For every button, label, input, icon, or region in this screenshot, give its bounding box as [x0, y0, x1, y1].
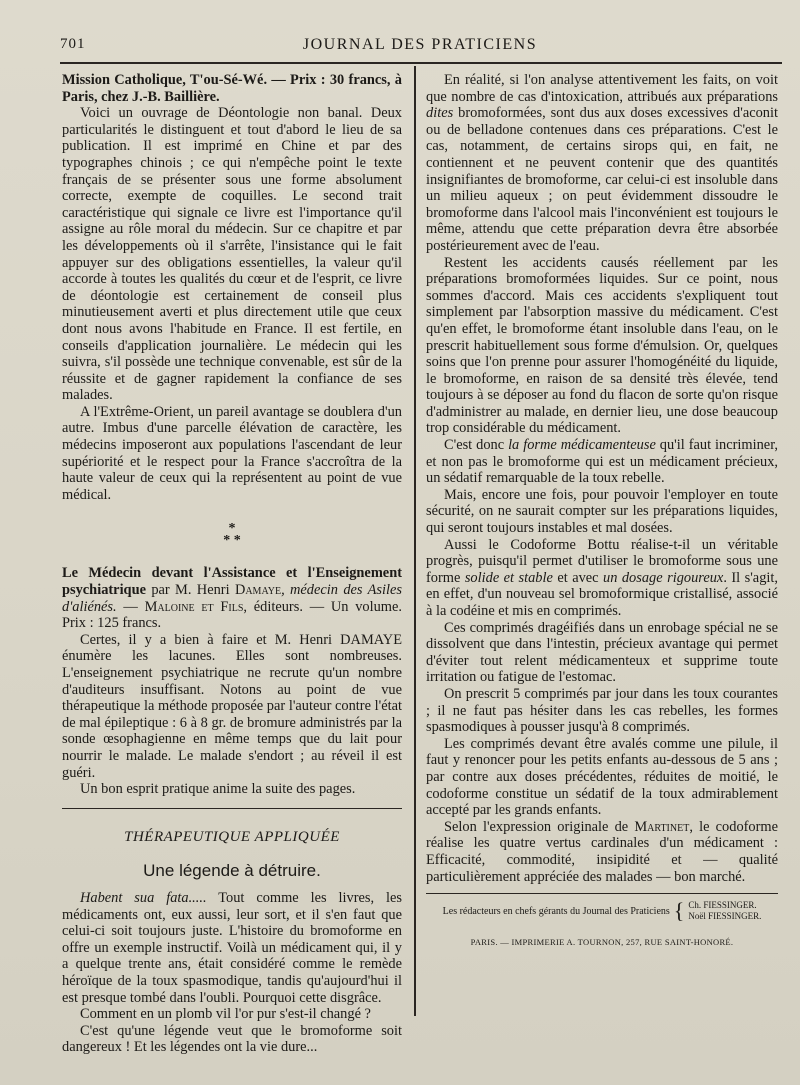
left-column — [62, 72, 402, 1056]
right-paragraph-8: Les comprimés devant être avalés comme une pilule, il faut y renoncer pour les petits enfants au-dessous de 5 ans ; par contre aux doses précédentes, réduites de moitié, le codoforme constitue un sédatif de la toux admirablement accepté par les grands enfants. — [426, 735, 778, 819]
journal-title: JOURNAL DES PRATICIENS — [302, 36, 538, 53]
section-title: THÉRAPEUTIQUE APPLIQUÉE — [124, 828, 340, 845]
book2-title: Le Médecin devant l'Assistance et l'Enseignement psychiatrique — [62, 565, 402, 599]
right-paragraph-1: En réalité, si l'on analyse attentivement les faits, on voit que nombre de cas d'intoxication, attribués aux préparations dites bromoformées, sont dus aux doses excessives d'aconit ou de belladone contenues dans ces préparations. C'est le cas, notamment, de certains sirops qui, en fait, ne contiennent et ne peuvent contenir que des quantités insignifiantes de bromoforme, car celui-ci est insoluble dans un milieu aqueux ; on peut évidemment dissoudre le bromoforme dans l'alcool mais l'inconvénient est toujours le même, attendu que cette préparation devra être absorbée postérieurement avec de l'eau. — [426, 72, 778, 254]
book1-paragraph-2: A l'Extrême-Orient, un pareil avantage se doublera d'un autre. Imbus d'une parcelle élévation de caractère, les médecins imposeront aux populations l'ascendant de leur supériorité et le respect pour la France s'accroîtra de la haute valeur de ceux qui la représentent au point de vue médical. — [62, 403, 402, 503]
book2-author: Damaye — [234, 582, 282, 599]
article-paragraph-1: Habent sua fata..... Tout comme les livres, les médicaments ont, eux aussi, leur sort, et il s'en faut que celui-ci soit toujours juste. L'histoire du bromoforme en offre un exemple instructif. Voilà un médicament qui, il y a quelque trente ans, était considéré comme le remède héroïque de la toux spasmodique, tandis qu'aujourd'hui il est presque tombé dans l'oubli. Pourquoi cette disgrâce. — [62, 889, 402, 1006]
right-paragraph-9: Selon l'expression originale de Martinet, le codoforme réalise les quatre vertus cardinales d'un médicament : Efficacité, commodité, insipidité et — qualité particulièrement appréciée des malades — bon marché. — [426, 818, 778, 885]
right-paragraph-7: On prescrit 5 comprimés par jour dans les toux courantes ; il ne faut pas hésiter dans les cas rebelles, les formes spasmodiques à pousser jusqu'à 8 comprimés. — [426, 685, 778, 736]
book2-citation: Le Médecin devant l'Assistance et l'Enseignement psychiatrique par M. Henri Damaye, médecin des Asiles d'aliénés. — Maloine et Fils, éditeurs. — Un volume. Prix : 125 francs. — [62, 565, 402, 632]
book2-publisher: Maloine et Fils — [144, 598, 244, 615]
right-column — [426, 72, 778, 951]
editor-names: Ch. FIESSINGER. Noël FIESSINGER. — [688, 900, 762, 922]
book1-citation: Mission Catholique, T'ou-Sé-Wé. — Prix : 30 francs, à Paris, chez J.-B. Baillière. — [62, 72, 402, 105]
footer-rule — [426, 893, 778, 894]
brace-glyph: { — [673, 898, 685, 924]
latin-quote: Habent sua fata..... — [80, 889, 207, 906]
right-paragraph-3: C'est donc la forme médicamenteuse qu'il faut incriminer, et non pas le bromoforme qui est un médicament précieux, un sédatif remarquable de la toux rebelle. — [426, 437, 779, 487]
right-paragraph-6: Ces comprimés dragéifiés dans un enrobage spécial ne se dissolvent que dans l'intestin, précieux avantage qui permet d'éviter tout relent médicamenteux et supprime toute irritation ou fatigue de l'estomac. — [426, 619, 778, 686]
editors-label: Les rédacteurs en chefs gérants du Journal des Praticiens — [442, 905, 670, 917]
article-title: Une légende à détruire. — [143, 861, 321, 881]
right-paragraph-2: Restent les accidents causés réellement par les préparations bromoformées liquides. Sur ce point, nous sommes d'accord. Mais ces accidents s'expliquent tout simplement par l'absorption massive du médicament. C'est qu'en effet, le bromoforme étant insoluble dans l'eau, on le prescrit habituellement sous forme d'émulsion. Or, quelques soins que l'on prenne pour assurer l'homogénéité du liquide, le bromoforme, en raison de sa densité très élevée, tend toujours à se déposer au fond du flacon de sorte qu'on risque d'administrer au malade, en dernier lieu, une dose beaucoup trop considérable du médicament. — [426, 254, 778, 437]
section-rule — [62, 808, 402, 809]
editors-credit — [426, 900, 778, 922]
book2-paragraph-1: Certes, il y a bien à faire et M. Henri DAMAYE énumère les lacunes. Elles sont nombreuses. L'enseignement psychiatrique ne recrute qu'un nombre d'auditeurs insuffisant. Notons au point de vue thérapeutique la méthode proposée par l'auteur contre l'état de mal épileptique : 6 à 8 gr. de bromure administrés par la sonde œsophagienne en même temps que du lait pour nourrir le malade. Le malade s'endort ; au réveil il est guéri. — [62, 631, 402, 781]
column-divider — [414, 66, 416, 1016]
right-paragraph-5: Aussi le Codoforme Bottu réalise-t-il un véritable progrès, puisqu'il permet d'utiliser le bromoforme sous une forme solide et stable et avec un dosage rigoureux. Il s'agit, en effet, d'un nouveau sel bromoformique cristallisé, associé à la codéine et mis en comprimés. — [426, 536, 778, 619]
right-paragraph-4: Mais, encore une fois, pour pouvoir l'employer en toute sécurité, on ne saurait compter sur les préparations liquides, qui seront toujours instables et mal dosées. — [426, 486, 778, 537]
book2-paragraph-2: Un bon esprit pratique anime la suite des pages. — [80, 781, 356, 798]
page-header — [60, 36, 780, 58]
article-paragraph-3: C'est qu'une légende veut que le bromoforme soit dangereux ! Et les légendes ont la vie dure... — [62, 1022, 402, 1056]
article-paragraph-2: Comment en un plomb vil l'or pur s'est-il changé ? — [80, 1006, 371, 1023]
page-number: 701 — [60, 36, 86, 52]
printer-imprint: PARIS. — IMPRIMERIE A. TOURNON, 257, RUE SAINT-HONORÉ. — [470, 937, 734, 948]
section-separator-asterisks: * * * — [223, 521, 241, 549]
book1-paragraph-1: Voici un ouvrage de Déontologie non banal. Deux particularités le distinguent et tout d'abord le lieu de sa publication. Il est imprimé en Chine et par des typographes chinois ; ce qui n'empêche point le texte français de se présenter sous une forme absolument correcte, exempte de coquilles. Le second trait caractéristique qui signale ce livre est l'importance qu'il assigne au rôle moral du médecin. Sur ce chapitre et par les développements où il s'arrête, l'insistance qui le fait appuyer sur des obligations essentielles, la valeur qu'il accorde à toutes les qualités du cœur et de l'esprit, ce livre de déontologie est certainement de conseil plus minutieusement averti et plus directement utile que ceux dont nous avons l'habitude en France. Il est fertile, en conseils d'application journalière. Le médecin qui les suivra, s'il possède une technique convenable, est sûr de la réussite et de gagner rapidement la confiance de ses malades. — [62, 105, 402, 404]
header-rule — [60, 62, 782, 64]
